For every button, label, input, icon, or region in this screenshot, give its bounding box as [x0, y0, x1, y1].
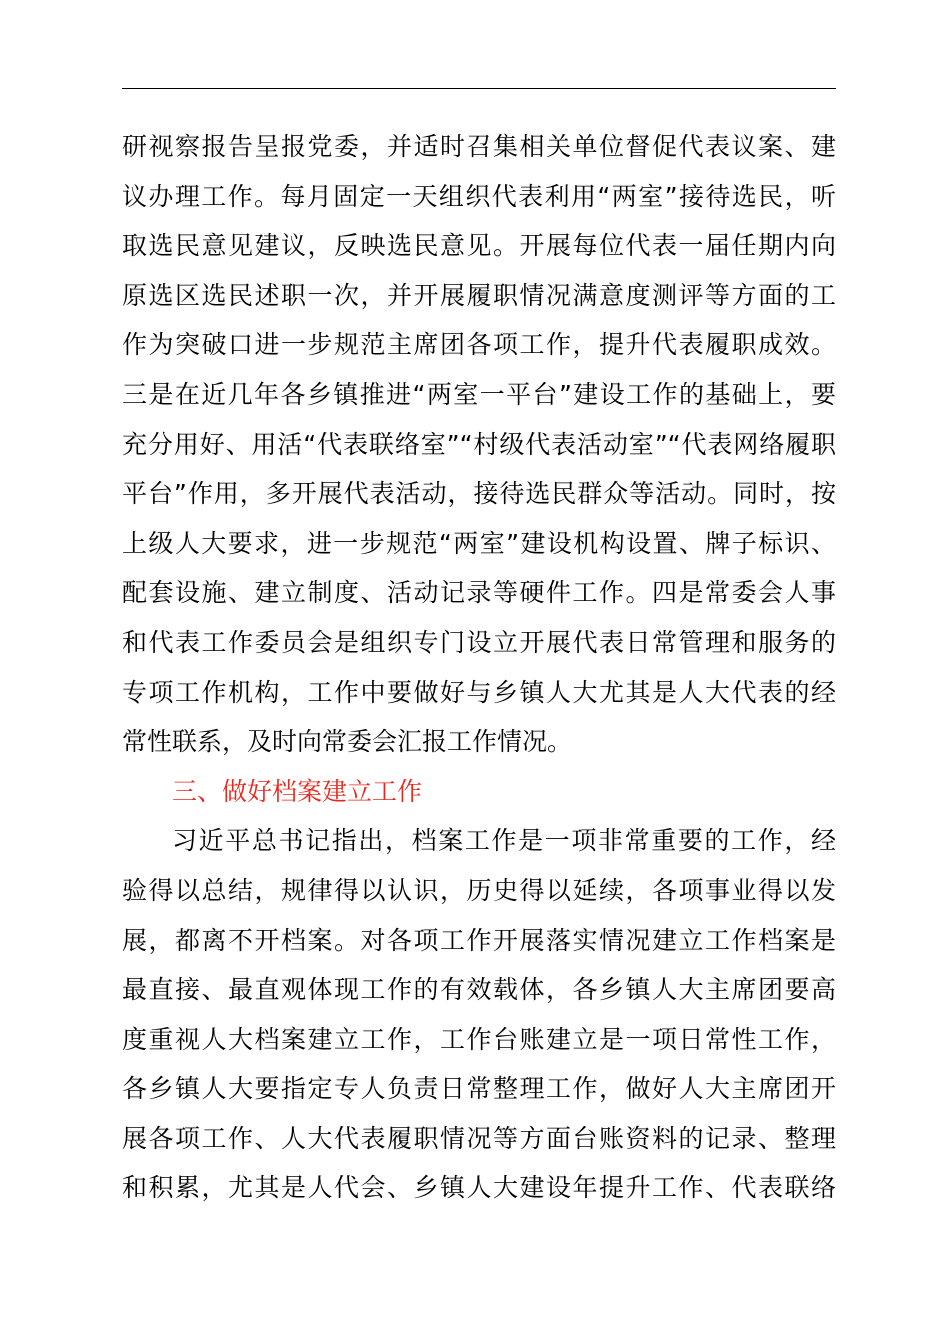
text-line: 议办理工作。每月固定一天组织代表利用“两室”接待选民，听	[122, 181, 836, 211]
text-line: 和积累，尤其是人代会、乡镇人大建设年提升工作、代表联络	[122, 1173, 836, 1203]
text-line: 原选区选民述职一次，并开展履职情况满意度测评等方面的工	[122, 280, 836, 310]
document-body	[122, 122, 842, 1213]
text-line: 三是在近几年各乡镇推进“两室一平台”建设工作的基础上，要	[122, 379, 836, 409]
text-line: 验得以总结，规律得以认识，历史得以延续，各项事业得以发	[122, 875, 836, 905]
text-line: 习近平总书记指出，档案工作是一项非常重要的工作，经	[172, 826, 836, 856]
text-line: 平台”作用，多开展代表活动，接待选民群众等活动。同时，按	[122, 479, 836, 509]
text-line: 专项工作机构，工作中要做好与乡镇人大尤其是人大代表的经	[122, 677, 836, 707]
text-line: 和代表工作委员会是组织专门设立开展代表日常管理和服务的	[122, 627, 836, 657]
text-line: 度重视人大档案建立工作，工作台账建立是一项日常性工作，	[122, 1024, 836, 1054]
text-line: 研视察报告呈报党委，并适时召集相关单位督促代表议案、建	[122, 132, 836, 161]
text-line: 最直接、最直观体现工作的有效载体，各乡镇人大主席团要高	[122, 975, 836, 1005]
text-line: 常性联系，及时向常委会汇报工作情况。	[122, 727, 573, 757]
text-line: 展，都离不开档案。对各项工作开展落实情况建立工作档案是	[122, 925, 836, 955]
section-heading: 三、做好档案建立工作	[172, 776, 423, 806]
text-line: 配套设施、建立制度、活动记录等硬件工作。四是常委会人事	[122, 578, 836, 608]
text-line: 上级人大要求，进一步规范“两室”建设机构设置、牌子标识、	[122, 528, 836, 558]
paragraph-archives	[122, 816, 842, 1213]
text-line: 展各项工作、人大代表履职情况等方面台账资料的记录、整理	[122, 1123, 836, 1153]
text-line: 作为突破口进一步规范主席团各项工作，提升代表履职成效。	[122, 330, 836, 360]
paragraph-continuation	[122, 122, 842, 767]
text-line: 取选民意见建议，反映选民意见。开展每位代表一届任期内向	[122, 231, 836, 261]
text-line: 充分用好、用活“代表联络室”“村级代表活动室”“代表网络履职	[122, 429, 836, 459]
text-line: 各乡镇人大要指定专人负责日常整理工作，做好人大主席团开	[122, 1074, 836, 1104]
header-rule	[122, 88, 836, 89]
